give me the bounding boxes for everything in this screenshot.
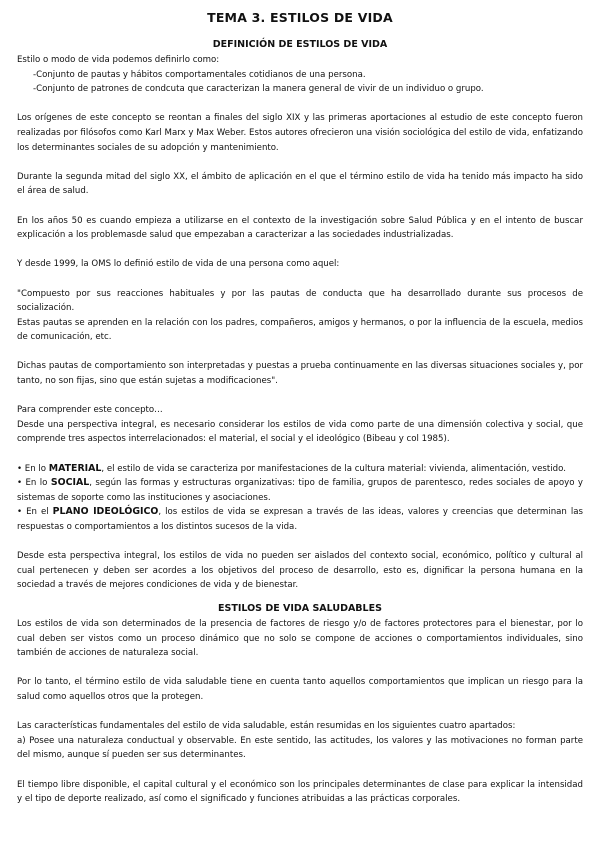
paragraph-intro: Estilo o modo de vida podemos definirlo como: [17, 55, 220, 65]
section-heading-definicion: DEFINICIÓN DE ESTILOS DE VIDA [212, 39, 388, 50]
paragraph-saludables-1: Los estilos de vida son determinados de la presencia de factores de riesgo y/o de factores protectores para el bienestar, por lo cual deben ser vistos como un proceso dinámico que no solo se compone de acciones o comportamientos individuales, sino también de acciones de naturaleza social. [17, 618, 583, 659]
list-item: -Conjunto de patrones de condcuta que caracterizan la manera general de vivir de un individuo o grupo. [33, 84, 484, 95]
paragraph-oms: Y desde 1999, la OMS lo definió estilo de vida de una persona como aquel: [17, 259, 340, 270]
document-page [17, 10, 583, 807]
bullet-ideologico: • En el PLANO IDEOLÓGICO, los estilos de vida se expresan a través de las ideas, valores y creencias que determinan las respuestas o comportamientos a los distintos sucesos de la vida. [17, 506, 583, 532]
paragraph-tiempo-libre: El tiempo libre disponible, el capital cultural y el económico son los principales determinantes de clase para explicar la intensidad y el tipo de deporte realizado, así como el significado y funciones atribuidas a las prácticas corporales. [17, 779, 583, 805]
paragraph-desde-esta: Desde esta perspectiva integral, los estilos de vida no pueden ser aislados del contexto social, económico, político y cultural al cual pertenecen y deben ser acordes a los objetivos del proceso de desarrollo, esto es, dignificar la persona humana en la sociedad a través de mejores condiciones de vida y de bienestar. [17, 551, 583, 591]
section-heading-saludables: ESTILOS DE VIDA SALUDABLES [218, 602, 382, 614]
paragraph-siglo-xx: Durante la segunda mitad del siglo XX, el ámbito de aplicación en el que el término estilo de vida ha tenido más impacto ha sido el área de salud. [17, 171, 583, 197]
paragraph-apartado-a: a) Posee una naturaleza conductual y observable. En este sentido, las actitudes, los valores y las motivaciones no forman parte del mismo, aunque sí pueden ser sus determinantes. [17, 735, 583, 761]
bullet-material: • En lo MATERIAL, el estilo de vida se caracteriza por manifestaciones de la cultura material: vivienda, alimentación, vestido. [17, 462, 566, 474]
keyword-plano-ideologico: PLANO IDEOLÓGICO [52, 506, 159, 518]
paragraph-saludables-2: Por lo tanto, el término estilo de vida saludable tiene en cuenta tanto aquellos comportamientos que implican un riesgo para la salud como aquellos otros que la protegen. [17, 677, 583, 702]
paragraph-para-comprender: Para comprender este concepto… [17, 405, 163, 416]
quote-paragraph: "Compuesto por sus reacciones habituales y por las pautas de conducta que ha desarrollado durante sus procesos de socialización. [17, 288, 583, 314]
page-title: TEMA 3. ESTILOS DE VIDA [207, 10, 393, 25]
list-item: -Conjunto de pautas y hábitos comportamentales cotidianos de una persona. [33, 69, 366, 80]
paragraph-caracteristicas: Las características fundamentales del estilo de vida saludable, están resumidas en los siguientes cuatro apartados: [17, 721, 516, 732]
paragraph-perspectiva: Desde una perspectiva integral, es necesario considerar los estilos de vida como parte de una dimensión colectiva y social, que comprende tres aspectos interrelacionados: el material, el social y el ideológico (Bibeau y col 1985). [17, 419, 583, 445]
bullet-social: • En lo SOCIAL, según las formas y estructuras organizativas: tipo de familia, grupos de parentesco, redes sociales de apoyo y sistemas de soporte como las instituciones y asociaciones. [17, 477, 583, 503]
quote-paragraph: Dichas pautas de comportamiento son interpretadas y puestas a prueba continuamente en las diversas situaciones sociales y, por tanto, no son fijas, sino que están sujetas a modificaciones". [17, 361, 583, 387]
paragraph-anos-50: En los años 50 es cuando empieza a utilizarse en el contexto de la investigación sobre Salud Pública y en el intento de buscar explicación a los problemasde salud que empezaban a caracterizar a las sociedades industrializadas. [17, 215, 583, 241]
quote-paragraph: Estas pautas se aprenden en la relación con los padres, compañeros, amigos y hermanos, o por la influencia de la escuela, medios de comunicación, etc. [17, 317, 583, 343]
keyword-social: SOCIAL [50, 477, 90, 489]
keyword-material: MATERIAL [48, 462, 102, 474]
paragraph-origins: Los orígenes de este concepto se reontan a finales del siglo XIX y las primeras aportaciones al estudio de este concepto fueron realizadas por filósofos como Karl Marx y Max Weber. Estos autores ofrecieron una visión sociológica del estilo de vida, enfatizando los determinantes sociales de su adopción y mantenimiento. [17, 113, 583, 153]
